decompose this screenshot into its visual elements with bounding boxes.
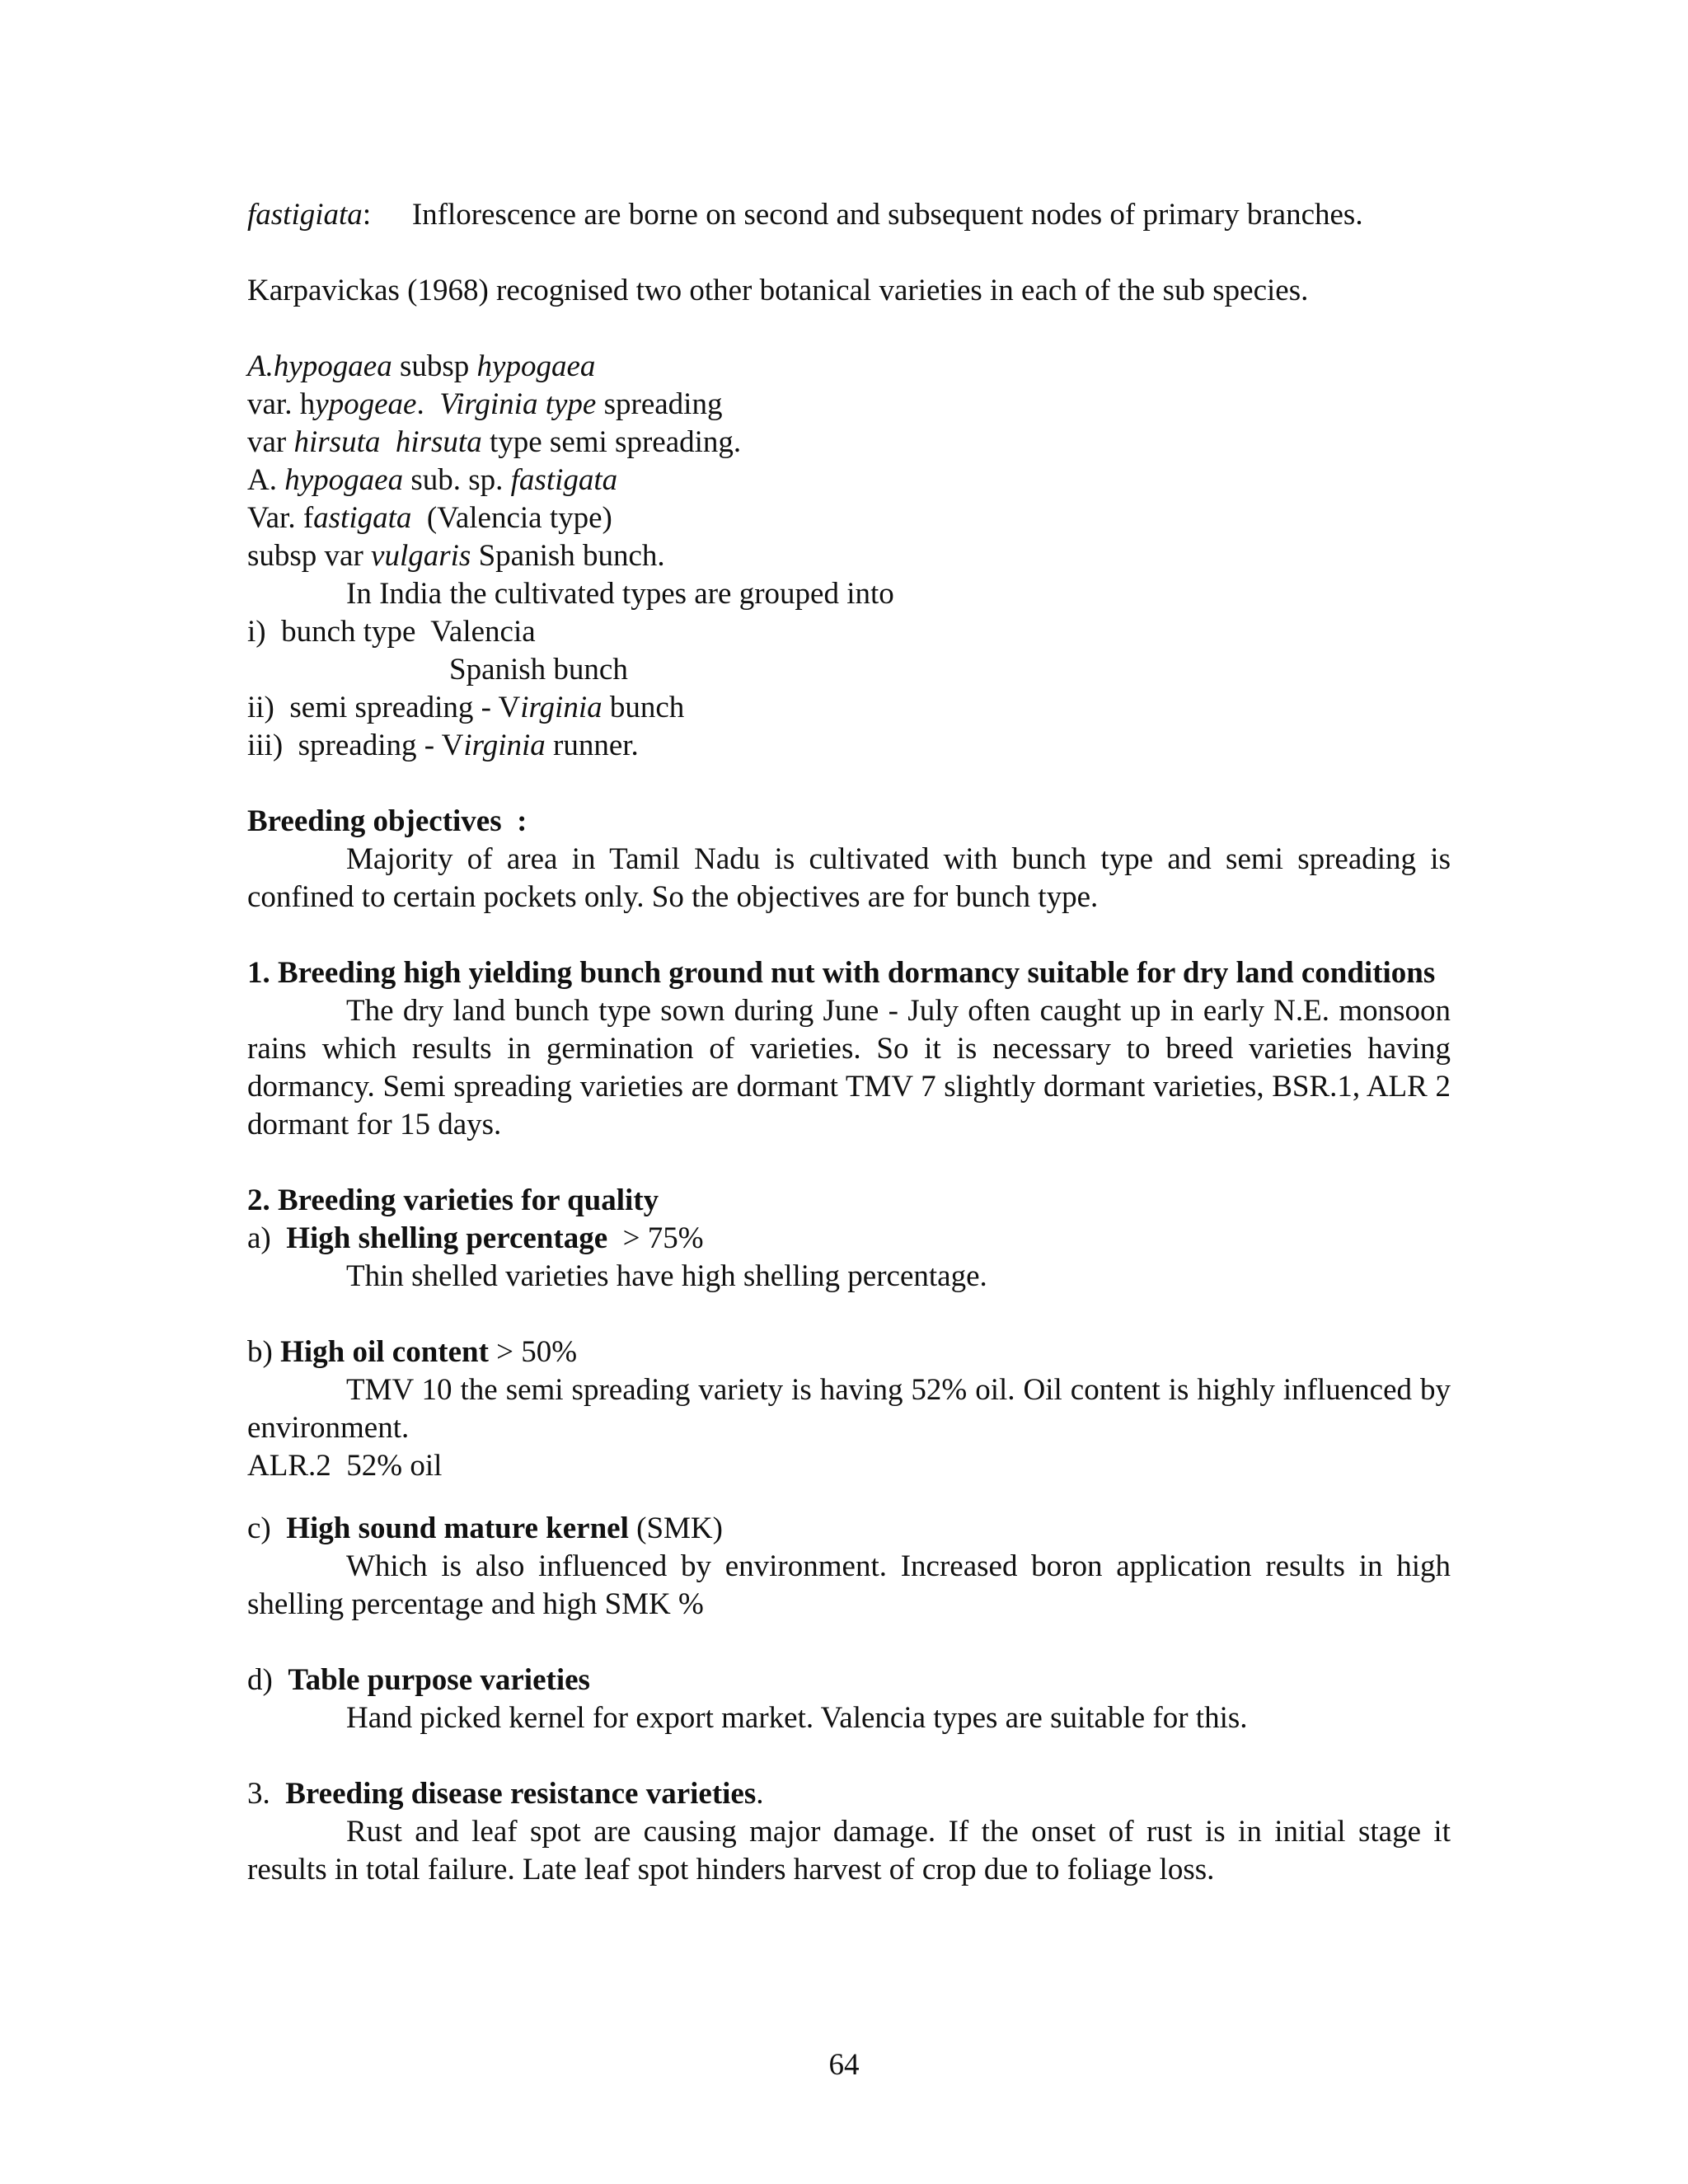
section-3-heading-text: Breeding disease resistance varieties: [285, 1777, 757, 1811]
taxonomy-line: [247, 424, 1451, 462]
section-1-heading-text: 1. Breeding high yielding bunch ground nut with dormancy suitable for dry land conditions: [247, 956, 1436, 990]
taxon-text: var: [247, 425, 294, 459]
item-c-paragraph: Which is also influenced by environment. Increased boron application results in high shelling percentage and high SMK %: [247, 1549, 1451, 1621]
objectives-paragraph: Majority of area in Tamil Nadu is cultivated with bunch type and semi spreading is confined to certain pockets only. So the objectives are for bunch type.: [247, 842, 1451, 914]
taxon-name: ypogeae: [315, 387, 417, 421]
india-groups: [247, 575, 1451, 765]
section-2-heading: [247, 1182, 1451, 1220]
india-group-subitem: Spanish bunch: [449, 653, 628, 687]
item-a-paragraph: Thin shelled varieties have high shelling percentage.: [346, 1259, 987, 1293]
group-italic: irginia: [463, 729, 546, 762]
group-text: ii) semi spreading - V: [247, 691, 521, 724]
taxon-text: sub. sp.: [403, 463, 511, 497]
taxonomy-line: [247, 537, 1451, 575]
taxon-text: subsp: [392, 349, 477, 383]
taxon-name: fastigata: [510, 463, 618, 497]
definition-colon: :: [362, 198, 372, 232]
taxon-name: astigata: [313, 501, 412, 535]
fastigiata-description: Inflorescence are borne on second and subsequent nodes of primary branches.: [411, 198, 1363, 232]
item-a-value: > 75%: [607, 1221, 704, 1255]
section-1-heading: [247, 954, 1451, 992]
taxonomy-line: [247, 462, 1451, 499]
item-b-paragraph: TMV 10 the semi spreading variety is having 52% oil. Oil content is highly influenced by environment.: [247, 1373, 1451, 1445]
taxon-name: Virginia type: [439, 387, 597, 421]
item-prefix: c): [247, 1511, 287, 1545]
item-c-title: High sound mature kernel: [286, 1511, 629, 1545]
section-3-paragraph: Rust and leaf spot are causing major damage. If the onset of rust is in initial stage it results in total failure. Late leaf spot hinders harvest of crop due to foliage loss.: [247, 1815, 1451, 1886]
taxon-name: hypogaea: [284, 463, 404, 497]
item-b-alr: ALR.2 52% oil: [247, 1449, 443, 1483]
item-c-value: (SMK): [628, 1511, 723, 1545]
taxon-text: subsp var: [247, 539, 372, 573]
item-prefix: a): [247, 1221, 287, 1255]
india-group-item: [247, 689, 1451, 727]
item-d-heading: [247, 1661, 1451, 1699]
item-b-heading: [247, 1333, 1451, 1371]
item-d-paragraph: Hand picked kernel for export market. Valencia types are suitable for this.: [346, 1701, 1248, 1735]
india-group-item: i) bunch type Valencia: [247, 615, 536, 649]
taxon-name: vulgaris: [371, 539, 471, 573]
page-number: 64: [828, 2048, 860, 2082]
section-1-paragraph: The dry land bunch type sown during June - July often caught up in early N.E. monsoon rains which results in germination of varieties. So it is necessary to breed varieties having dormancy. Semi spreading varieties are dormant TMV 7 slightly dormant varieties, BSR.1, ALR 2 dormant for 15 days.: [247, 994, 1451, 1141]
taxon-text: .: [416, 387, 440, 421]
india-group-item: [247, 727, 1451, 765]
fastigiata-definition: [247, 196, 1451, 234]
item-a-heading: [247, 1220, 1451, 1258]
group-italic: irginia: [520, 691, 603, 724]
taxon-name: A.hypogaea: [247, 349, 392, 383]
taxon-text: type semi spreading.: [481, 425, 742, 459]
taxon-text: var. h: [247, 387, 316, 421]
group-text: iii) spreading - V: [247, 729, 464, 762]
fastigiata-term: fastigiata: [247, 198, 363, 232]
objectives-heading: [247, 803, 1451, 841]
taxonomy-line: [247, 499, 1451, 537]
item-c-heading: [247, 1510, 1451, 1548]
item-prefix: b): [247, 1335, 281, 1369]
document-page: [247, 196, 1451, 1889]
objectives-heading-text: Breeding objectives :: [247, 804, 528, 838]
item-b-value: > 50%: [488, 1335, 578, 1369]
taxon-text: spreading: [596, 387, 723, 421]
section-2-heading-text: 2. Breeding varieties for quality: [247, 1183, 659, 1217]
taxon-name: hirsuta hirsuta: [293, 425, 482, 459]
taxon-name: hypogaea: [476, 349, 596, 383]
group-text: runner.: [545, 729, 639, 762]
taxonomy-line: [247, 348, 1451, 386]
item-a-title: High shelling percentage: [286, 1221, 608, 1255]
item-prefix: d): [247, 1663, 288, 1697]
taxon-text: Spanish bunch.: [471, 539, 665, 573]
india-intro: In India the cultivated types are grouped into: [346, 577, 894, 611]
group-text: bunch: [602, 691, 685, 724]
taxon-text: A.: [247, 463, 285, 497]
item-d-title: Table purpose varieties: [288, 1663, 590, 1697]
section-3-prefix: 3.: [247, 1777, 286, 1811]
taxon-text: (Valencia type): [411, 501, 612, 535]
taxonomy-list: [247, 348, 1451, 575]
item-b-title: High oil content: [280, 1335, 489, 1369]
taxonomy-line: [247, 386, 1451, 424]
karpavickas-paragraph: Karpavickas (1968) recognised two other botanical varieties in each of the sub species.: [247, 274, 1309, 307]
section-3-suffix: .: [756, 1777, 764, 1811]
section-3-heading: [247, 1775, 1451, 1813]
taxon-text: Var. f: [247, 501, 314, 535]
